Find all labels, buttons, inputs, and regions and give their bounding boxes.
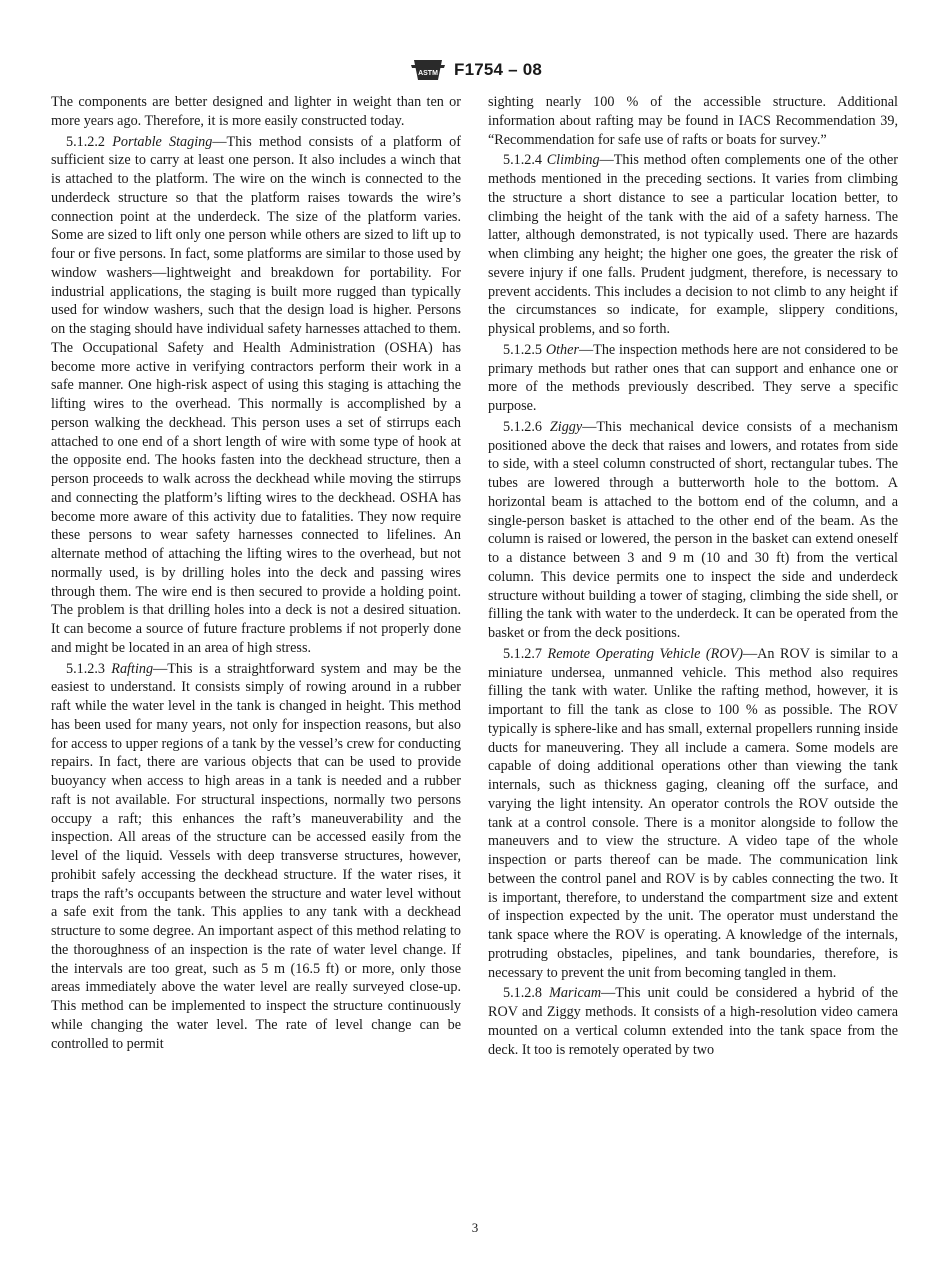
section-number: 5.1.2.3 [66,660,106,677]
section-body: —This method consists of a platform of sufficient size to carry at least one person. It also includes a winch that is attached to the platform. The wire on the winch is connected to the underdeck structure so that the platform raises towards the wire’s connection point at the underdeck. The size of the platform varies. Some are sized to lift only one person while others are sized to lift up to four or five persons. In fact, some platforms are similar to those used by window washers—lightweight and breakdown for portability. For industrial applications, the staging is built more rugged than typically used for window washers, such that the design load is higher. Persons on the staging should have individual safety harnesses attached to them. The Occupational Safety and Health Administration (OSHA) has become more active in verifying contractors perform their work in a safe manner. One high-risk aspect of using this staging is attaching the lifting wires to the overhead. This normally is accomplished by a person walking the deckhead. This person uses a set of stirrups each attached to one end of a short length of wire with some type of hook at the opposite end. The hooks fasten into the deckhead structure, then a person proceeds to walk across the deckhead while moving the stirrups and connecting the platform’s lifting wires to the deckhead. OSHA has become more aware of this activity due to fatalities. They now require these persons to wear safety harnesses connected to lifelines. An alternate method of attaching the lifting wires to the overhead, but not normally used, is by drilling holes into the deck and passing wires through them. The wire end is then secured to provide a holding point. The problem is that drilling holes into a deck is not a desired situation. It can become a source of future fracture problems if not properly done and might be located in an area of high stress. [51,133,462,656]
paragraph-continuation: sighting nearly 100 % of the accessible structure. Additional information about rafting may be found in IACS Recommendation 39, “Recommendation for safe use of rafts or boats for survey.” [488,94,898,148]
section-number: 5.1.2.4 [503,152,543,169]
section-5-1-2-4 [488,151,898,339]
section-number: 5.1.2.2 [66,133,106,150]
section-body: —This is a straightforward system and may be the easiest to understand. It consists simply of rowing around in a rubber raft while the water level in the tank is changed in height. This method has been used for many years, not only for inspection reasons, but also for access to upper regions of a tank by the vessel’s crew for conducting repairs. In fact, there are various objects that can be used to provide buoyancy when access to high areas in a tank is needed and a rubber raft is not available. For structural inspections, normally two persons occupy a raft; this enhances the raft’s maneuverability and the inspection. All areas of the structure can be accessed easily from the level of the liquid. Vessels with deep transverse structures, however, prohibit safely accessing the deckhead structure. If the water rises, it traps the raft’s occupants between the structure and water level without a safe exit from the tank. This applies to any tank with a deckhead structure to some degree. An important aspect of this method relating to the thoroughness of an inspection is the rate of water level change. If the intervals are too great, such as 5 m (16.5 ft) or more, only those areas immediately above the water level are really surveyed close-up. This method can be implemented to inspect the structure continuously while changing the water level. The rate of level change can be controlled to permit [51,660,461,1052]
section-5-1-2-8 [488,984,898,1059]
section-body: —This mechanical device consists of a mechanism positioned above the deck that raises and lowers, and rotates from side to side, with a steel column constructed of short, rectangular tubes. The tubes are lowered through a butterworth hole to the bottom. A horizontal beam is attached to the bottom end of the column, and a single-person basket is attached to the other end of the beam. As the column is raised or lowered, the person in the basket can extend oneself to a distance between 3 and 9 m (10 and 30 ft) from the vertical column. This device permits one to inspect the side and underdeck structure without building a tower of staging, climbing the side shell, or filling the tank with water to the underdeck. It can be operated from the basket or from the deck positions. [488,418,899,641]
section-title: Maricam [549,985,602,1002]
astm-logo-text: ASTM [418,70,438,77]
section-title: Climbing [546,152,600,169]
section-5-1-2-6 [488,418,898,643]
section-title: Other [545,341,579,358]
section-title: Rafting [111,660,154,677]
section-5-1-2-5 [488,341,898,416]
paragraph-continuation: The components are better designed and lighter in weight than ten or more years ago. Therefore, it is more easily constructed today. [51,94,461,129]
section-title: Remote Operating Vehicle (ROV) [547,645,743,662]
section-body: —This method often complements one of the other methods mentioned in the preceding sections. It varies from climbing the structure a short distance to see a particular location better, to climbing the height of the tank with the aid of a safety harness. The latter, although demonstrated, is not typically used. There are hazards when climbing any height; the higher one goes, the greater the risk of severe injury if one falls. Prudent judgment, therefore, is necessary to prevent accidents. This includes a decision to not climb to any height if the circumstances so indicate, for example, slippery conditions, physical problems, and so forth. [488,152,898,337]
document-designation: F1754 – 08 [453,60,542,79]
page-number: 3 [471,1220,479,1235]
section-title: Ziggy [549,418,583,435]
section-5-1-2-2 [51,133,461,658]
section-number: 5.1.2.6 [503,418,543,435]
section-body: —An ROV is similar to a miniature undersea, unmanned vehicle. This method also requires filling the tank with water. Unlike the rafting method, however, it is important to fill the tank as close to 100 % as possible. The ROV typically is sphere-like and has small, external propellers running inside ducts for maneuvering. They all include a camera. Some models are capable of doing additional operations other than viewing the tank internals, such as thickness gaging, cleaning off the surface, and varying the light intensity. An operator controls the ROV outside the tank at a control console. There is a monitor alongside to follow the maneuvers and to view the structure. A video tape of the whole inspection or parts thereof can be made. The communication link between the control panel and ROV is by cables connecting the two. It is important, therefore, to understand the compartment size and extent of inspection expected by the unit. The operator must understand the tank space where the ROV is operating. A knowledge of the internals, protruding obstacles, pipelines, and tank boundaries, therefore, is necessary to prevent the unit from becoming tangled in them. [488,645,898,981]
left-column [51,93,461,1055]
section-body: —The inspection methods here are not considered to be primary methods but rather ones that can support and enhance one or more of the methods previously described. They serve a specific purpose. [488,341,898,414]
section-body: —This unit could be considered a hybrid of the ROV and Ziggy methods. It consists of a high-resolution video camera mounted on a vertical column extended into the tank space from the deck. It too is remotely operated by two [488,985,899,1058]
astm-logo [408,56,448,84]
section-title: Portable Staging [112,133,213,150]
section-5-1-2-3 [51,660,461,1054]
section-number: 5.1.2.7 [503,645,543,662]
section-number: 5.1.2.8 [503,985,543,1002]
section-5-1-2-7 [488,645,898,983]
section-number: 5.1.2.5 [503,341,543,358]
right-column [488,93,898,1061]
page-header [0,55,950,85]
